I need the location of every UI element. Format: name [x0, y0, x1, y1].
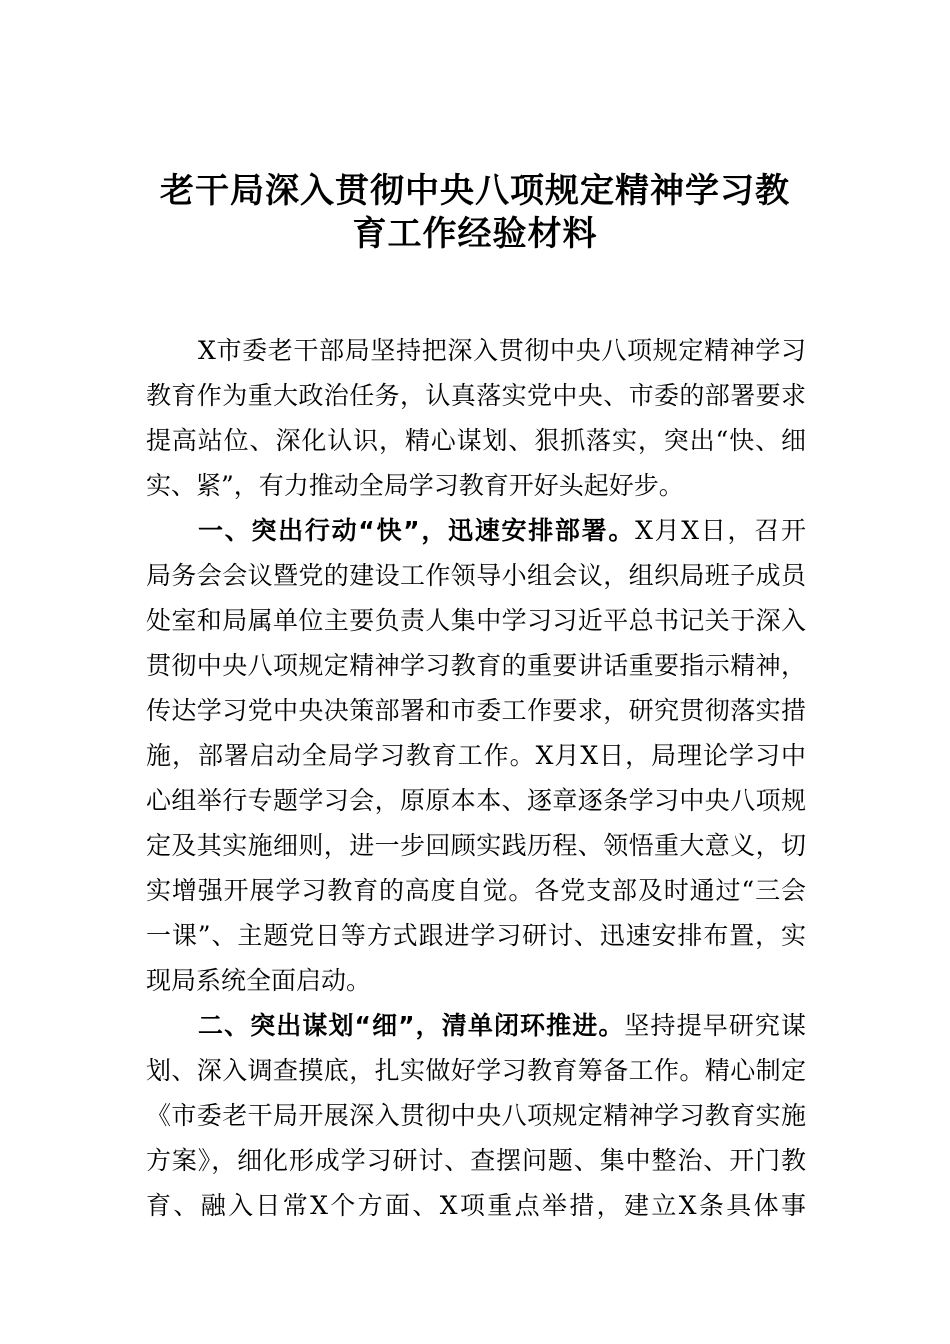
- text-line: [146, 418, 806, 463]
- line-text: 传达学习党中央决策部署和市委工作要求，研究贯彻落实措: [146, 696, 806, 725]
- text-line: [146, 1048, 806, 1093]
- text-line: [146, 1183, 806, 1228]
- text-line: [146, 1093, 806, 1138]
- line-text: 贯彻中央八项规定精神学习教育的重要讲话重要指示精神，: [146, 651, 806, 680]
- line-text: 坚持提早研究谋: [624, 1011, 806, 1040]
- text-line: [146, 508, 806, 553]
- section-heading: 二、突出谋划“细”，清单闭环推进。: [198, 1011, 625, 1040]
- text-line: [146, 823, 806, 868]
- line-text: 划、深入调查摸底，扎实做好学习教育筹备工作。精心制定: [146, 1056, 806, 1085]
- line-text: 定及其实施细则，进一步回顾实践历程、领悟重大意义，切: [146, 831, 806, 860]
- text-line: [146, 643, 806, 688]
- text-line: [146, 1138, 806, 1183]
- line-text: 育、融入日常X个方面、X项重点举措，建立X条具体事: [146, 1191, 806, 1220]
- line-text: 方案》，细化形成学习研讨、查摆问题、集中整治、开门教: [146, 1146, 806, 1175]
- text-line: [146, 553, 806, 598]
- text-line: [146, 778, 806, 823]
- text-line: [146, 463, 806, 508]
- text-line: [146, 328, 806, 373]
- line-text: 施，部署启动全局学习教育工作。X月X日，局理论学习中: [146, 741, 806, 770]
- document-title-line-2: 育工作经验材料: [352, 214, 598, 254]
- text-line: [146, 913, 806, 958]
- document-body: [146, 328, 806, 1228]
- document-title-line-1: 老干局深入贯彻中央八项规定精神学习教: [160, 171, 790, 211]
- line-text: 提高站位、深化认识，精心谋划、狠抓落实，突出“快、细: [146, 426, 806, 455]
- text-line: [146, 1003, 806, 1048]
- line-text: 《市委老干局开展深入贯彻中央八项规定精神学习教育实施: [146, 1101, 806, 1130]
- line-text: 现局系统全面启动。: [146, 966, 372, 995]
- line-text: 实增强开展学习教育的高度自觉。各党支部及时通过“三会: [146, 876, 806, 905]
- text-line: [146, 733, 806, 778]
- line-text: 局务会会议暨党的建设工作领导小组会议，组织局班子成员: [146, 561, 806, 590]
- text-line: [146, 958, 806, 1003]
- text-line: [146, 688, 806, 733]
- line-text: 心组举行专题学习会，原原本本、逐章逐条学习中央八项规: [146, 786, 806, 815]
- text-line: [146, 868, 806, 913]
- line-text: 一课”、主题党日等方式跟进学习研讨、迅速安排布置，实: [146, 921, 806, 950]
- text-line: [146, 373, 806, 418]
- line-text: 实、紧”，有力推动全局学习教育开好头起好步。: [146, 471, 684, 500]
- line-text: 处室和局属单位主要负责人集中学习习近平总书记关于深入: [146, 606, 806, 635]
- line-text: X市委老干部局坚持把深入贯彻中央八项规定精神学习: [198, 336, 806, 365]
- section-heading: 一、突出行动“快”，迅速安排部署。: [198, 516, 636, 545]
- line-text: X月X日，召开: [635, 516, 806, 545]
- text-line: [146, 598, 806, 643]
- line-text: 教育作为重大政治任务，认真落实党中央、市委的部署要求: [146, 381, 806, 410]
